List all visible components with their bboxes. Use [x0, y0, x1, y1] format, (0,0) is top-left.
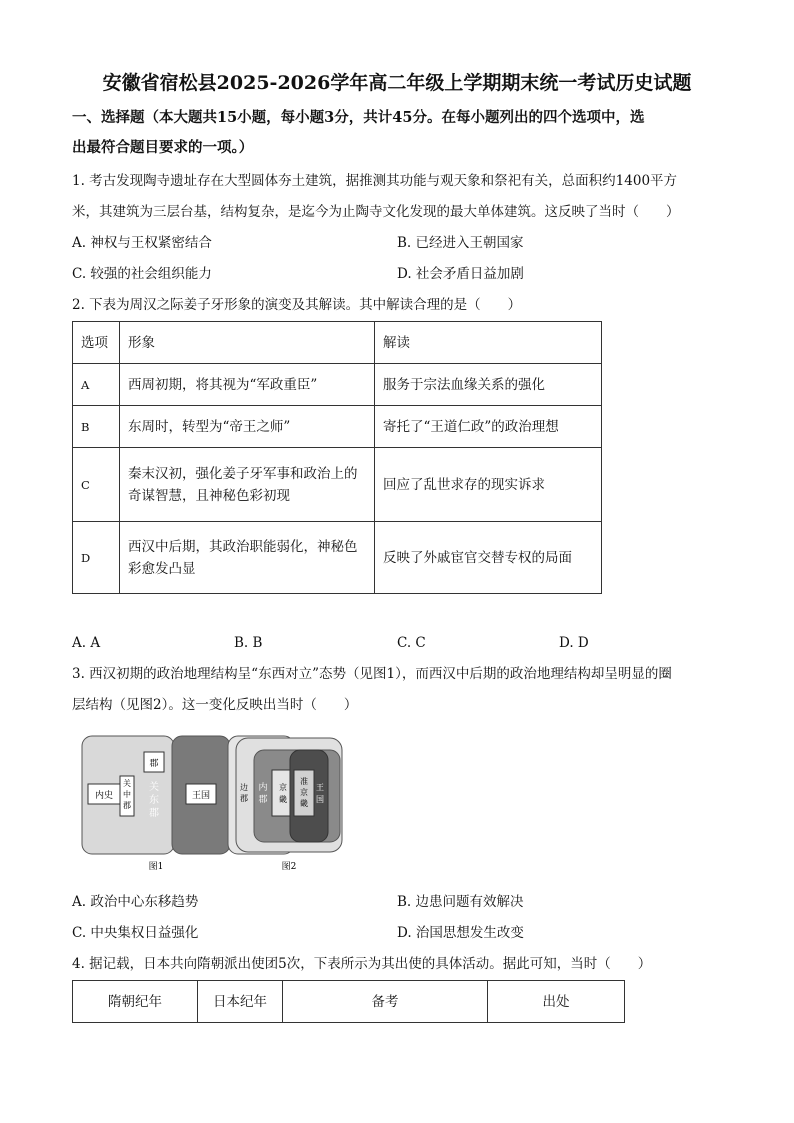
q2-table	[72, 321, 602, 594]
table-cell-line: 彩愈发凸显	[128, 560, 196, 577]
fig2-neijun-char2: 郡	[258, 795, 268, 805]
table-row	[73, 406, 602, 448]
page-title: 安徽省宿松县2025-2026学年高二年级上学期期末统一考试历史试题	[102, 72, 692, 94]
table-cell-line: 西汉中后期，其政治职能弱化，神秘色	[128, 538, 358, 555]
fig2-bianjun-char2: 郡	[240, 794, 248, 803]
q1-option-d: D. 社会矛盾日益加剧	[397, 266, 524, 282]
fig2-zhunjingji-char2: 京	[300, 788, 308, 797]
table-cell-image	[120, 522, 375, 594]
q4-table	[72, 980, 625, 1023]
table-cell-image: 西周初期，将其视为“军政重臣”	[120, 364, 375, 406]
q3-figures	[74, 730, 354, 876]
table-cell-reading: 寄托了“王道仁政”的政治理想	[375, 406, 602, 448]
q2-option-c: C. C	[397, 635, 426, 651]
table-cell-option: A	[73, 364, 120, 406]
fig1-guandong-char3: 郡	[149, 808, 159, 819]
fig2-bianjun-char1: 边	[240, 783, 248, 792]
table-cell-reading: 反映了外戚宦官交替专权的局面	[375, 522, 602, 594]
table-header: 隋朝纪年	[73, 981, 198, 1023]
fig2-wangguo-char1: 王	[316, 783, 324, 792]
table-header: 选项	[73, 322, 120, 364]
fig1-guandong-char1: 关	[149, 782, 159, 793]
q2-stem: 2. 下表为周汉之际姜子牙形象的演变及其解读。其中解读合理的是（ ）	[72, 297, 522, 313]
table-cell-option: D	[73, 522, 120, 594]
section-heading-line2: 出最符合题目要求的一项。）	[72, 139, 254, 156]
fig1-guanzhong-char2: 中	[123, 790, 131, 799]
table-header: 形象	[120, 322, 375, 364]
q3-stem-line2: 层结构（见图2）。这一变化反映出当时（ ）	[72, 697, 358, 713]
q2-option-b: B. B	[234, 635, 263, 651]
fig2-neijun-char1: 内	[258, 783, 268, 793]
fig1-wangguo: 王国	[191, 791, 211, 801]
table-row	[73, 448, 602, 522]
fig1-neishi: 内史	[94, 791, 114, 801]
fig1-jun: 郡	[149, 759, 159, 769]
table-cell-reading: 服务于宗法血缘关系的强化	[375, 364, 602, 406]
section-heading-line1: 一、选择题（本大题共15小题，每小题3分，共计45分。在每小题列出的四个选项中，选	[72, 109, 645, 126]
q1-stem-line1: 1. 考古发现陶寺遗址存在大型圆体夯土建筑，据推测其功能与观天象和祭祀有关，总面积约1400平方	[72, 173, 678, 189]
fig2-wangguo-char2: 国	[316, 795, 324, 804]
table-header: 出处	[488, 981, 625, 1023]
table-header: 备考	[283, 981, 488, 1023]
figure-2	[236, 738, 342, 872]
q3-stem-line1: 3. 西汉初期的政治地理结构呈“东西对立”态势（见图1），而西汉中后期的政治地理结构却呈明显的圈	[72, 666, 672, 682]
fig1-guanzhong-char1: 关	[123, 779, 131, 788]
q1-stem-line2: 米，其建筑为三层台基，结构复杂，是迄今为止陶寺文化发现的最大单体建筑。这反映了当时（ ）	[72, 204, 680, 220]
q1-option-b: B. 已经进入王朝国家	[397, 235, 524, 251]
table-header: 解读	[375, 322, 602, 364]
q3-option-c: C. 中央集权日益强化	[72, 925, 199, 941]
table-cell-reading: 回应了乱世求存的现实诉求	[375, 448, 602, 522]
fig1-caption: 图1	[148, 862, 164, 872]
q2-option-d: D. D	[559, 635, 589, 651]
table-cell-option: C	[73, 448, 120, 522]
q3-option-a: A. 政治中心东移趋势	[72, 894, 199, 910]
fig2-jingji-char2: 畿	[279, 795, 287, 804]
table-row	[73, 364, 602, 406]
fig2-zhunjingji-char3: 畿	[300, 799, 308, 808]
q3-option-b: B. 边患问题有效解决	[397, 894, 524, 910]
fig1-guanzhong-char3: 郡	[123, 801, 131, 810]
table-cell-option: B	[73, 406, 120, 448]
table-header-row	[73, 322, 602, 364]
table-header: 日本纪年	[198, 981, 283, 1023]
fig2-zhunjingji-char1: 准	[300, 777, 308, 786]
table-cell-image	[120, 448, 375, 522]
table-row	[73, 522, 602, 594]
fig1-guandong-char2: 东	[149, 795, 159, 806]
q3-option-d: D. 治国思想发生改变	[397, 925, 524, 941]
q1-option-c: C. 较强的社会组织能力	[72, 266, 212, 282]
table-header-row	[73, 981, 625, 1023]
fig2-jingji-char1: 京	[279, 783, 287, 792]
table-cell-line: 奇谋智慧，且神秘色彩初现	[128, 487, 290, 504]
q4-stem: 4. 据记载，日本共向隋朝派出使团5次，下表所示为其出使的具体活动。据此可知，当时（ ）	[72, 956, 652, 972]
fig2-caption: 图2	[281, 862, 297, 872]
table-cell-image: 东周时，转型为“帝王之师”	[120, 406, 375, 448]
table-cell-line: 秦末汉初，强化姜子牙军事和政治上的	[128, 465, 358, 482]
q1-option-a: A. 神权与王权紧密结合	[72, 235, 212, 251]
q2-option-a: A. A	[72, 635, 101, 651]
